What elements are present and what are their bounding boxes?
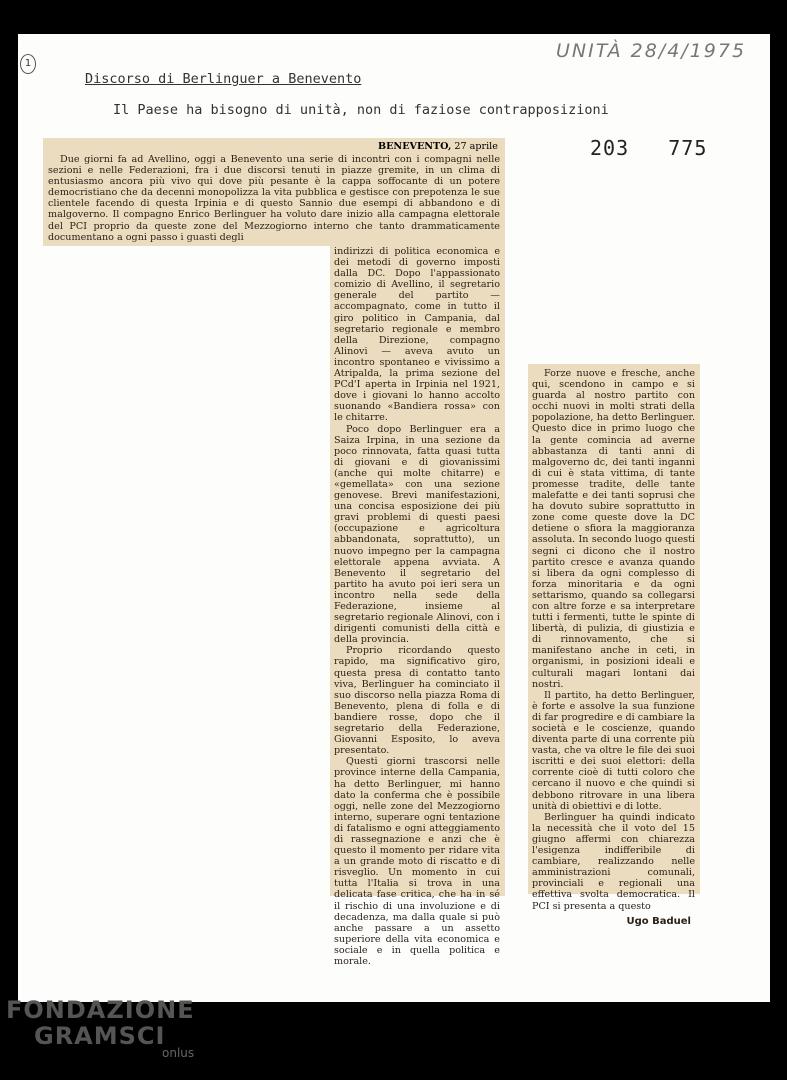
article-middle-column xyxy=(334,246,500,967)
paragraph: Il partito, ha detto Berlinguer, è forte e assolve la sua funzione di far progredire e di cambiare la società e le coscienze, quando diventa parte di una corrente più vasta, che va oltre le file dei suoi iscritti e dei suoi elettori: della corrente cioè di tutti coloro che cercano il nuovo e che quindi si debbono ritrovare in una libera unità di obiettivi e di lotte. xyxy=(532,689,695,812)
article-lead xyxy=(48,154,500,243)
author-signature: Ugo Baduel xyxy=(626,915,691,927)
archive-number: 203 775 xyxy=(590,136,708,160)
dateline-place: BENEVENTO, xyxy=(378,141,452,152)
footer-logo-onlus: onlus xyxy=(162,1046,195,1060)
paragraph: indirizzi di politica economica e dei metodi di governo imposti dalla DC. Dopo l'appassionato comizio di Avellino, il segretario generale del partito — accompagnato, come in tutto il giro politico in Campania, dal segretario regionale e membro della Direzione, compagno Alinovi — aveva avuto un incontro spontaneo e vivissimo a Atripalda, la prima sezione del PCd'I aperta in Irpinia nel 1921, dove i giovani lo hanno accolto suonando «Bandiera rossa» con le chitarre. xyxy=(334,246,500,424)
handwritten-source-note: UNITÀ 28/4/1975 xyxy=(556,40,747,62)
footer-logo-line1: FONDAZIONE xyxy=(6,996,195,1024)
paragraph: Poco dopo Berlinguer era a Saiza Irpina, in una sezione da poco rinnovata, fatta quasi tutta di giovani e di giovanissimi (anche qui molte chitarre) e «gemellata» con una sezione genovese. Brevi manifestazioni, una concisa esposizione dei più gravi problemi di questi paesi (occupazione e agricoltura abbandonata, soprattutto), un nuovo impegno per la campagna elettorale appena avviata. A Benevento il segretario del partito ha avuto poi ieri sera un incontro nella sede della Federazione, insieme al segretario regionale Alinovi, con i dirigenti comunisti della città e della provincia. xyxy=(334,423,500,646)
article-right-column xyxy=(532,368,695,927)
paragraph: Questi giorni trascorsi nelle province interne della Campania, ha detto Berlinguer, mi hanno dato la conferma che è possibile oggi, nelle zone del Mezzogiorno interno, superare ogni tentazione di fatalismo e ogni atteggiamento di rassegnazione e anzi che è questo il momento per ridare vita a un grande moto di riscatto e di risveglio. Un momento in cui tutta l'Italia si trova in una delicata fase critica, che ha in sé il rischio di una involuzione e di decadenza, ma dalla quale si può anche passare a un assetto superiore della vita economica e sociale e in quella politica e morale. xyxy=(334,756,500,967)
paragraph: Berlinguer ha quindi indicato la necessità che il voto del 15 giugno affermi con chiarezza l'esigenza indifferibile di cambiare, realizzando nelle amministrazioni comunali, provinciali e regionali una effettiva svolta democratica. Il PCI si presenta a questo xyxy=(532,811,695,912)
typed-title: Discorso di Berlinguer a Benevento xyxy=(85,71,362,87)
dateline xyxy=(378,141,498,152)
typed-subtitle: Il Paese ha bisogno di unità, non di faziose contrapposizioni xyxy=(113,102,609,118)
lead-paragraph: Due giorni fa ad Avellino, oggi a Benevento una serie di incontri con i compagni nelle sezioni e nelle Federazioni, fra i due discorsi tenuti in piazze gremite, in un clima di entusiasmo ancora più vivo qui dove più pesante è la cappa soffocante di un potere democristiano che da decenni monopolizza la vita pubblica e gestisce con prepotenza le sue clientele facendo di questa Irpinia e di questo Sannio due esempi di abbandono e di malgoverno. Il compagno Enrico Berlinguer ha voluto dare inizio alla campagna elettorale del PCI proprio da queste zone del Mezzogiorno interno che tanto drammaticamente documentano a ogni passo i guasti degli xyxy=(48,154,500,243)
paragraph: Forze nuove e fresche, anche qui, scendono in campo e si guarda al nostro partito con occhi nuovi in molti strati della popolazione, ha detto Berlinguer. Questo dice in primo luogo che la gente comincia ad averne abbastanza di tanti anni di malgoverno dc, dei tanti inganni di cui è stata vittima, di tante promesse tradite, delle tante malefatte e dei tanti soprusi che ha dovuto subire soprattutto in zone come queste dove la DC detiene o sfiora la maggioranza assoluta. In secondo luogo questi segni ci dicono che il nostro partito cresce e avanza quando si libera da ogni complesso di forza minoritaria e da ogni settarismo, quando sa collegarsi con altre forze e sa interpretare tutti i fermenti, tutte le spinte di libertà, di pulizia, di giustizia e di rinnovamento, che si manifestano anche in ceti, in organismi, in posizioni ideali e culturali magari lontani dai nostri. xyxy=(532,368,695,690)
paragraph: Proprio ricordando questo rapido, ma significativo giro, questa presa di contatto tanto viva, Berlinguer ha cominciato il suo discorso nella piazza Roma di Benevento, plena di folla e di bandiere rosse, dopo che il segretario della Federazione, Giovanni Esposito, lo aveva presentato. xyxy=(334,645,500,757)
footer-logo-line2: GRAMSCI xyxy=(34,1022,166,1050)
page-mark: 1 xyxy=(20,54,36,74)
archive-sheet xyxy=(18,34,770,1002)
dateline-date: 27 aprile xyxy=(454,141,498,152)
